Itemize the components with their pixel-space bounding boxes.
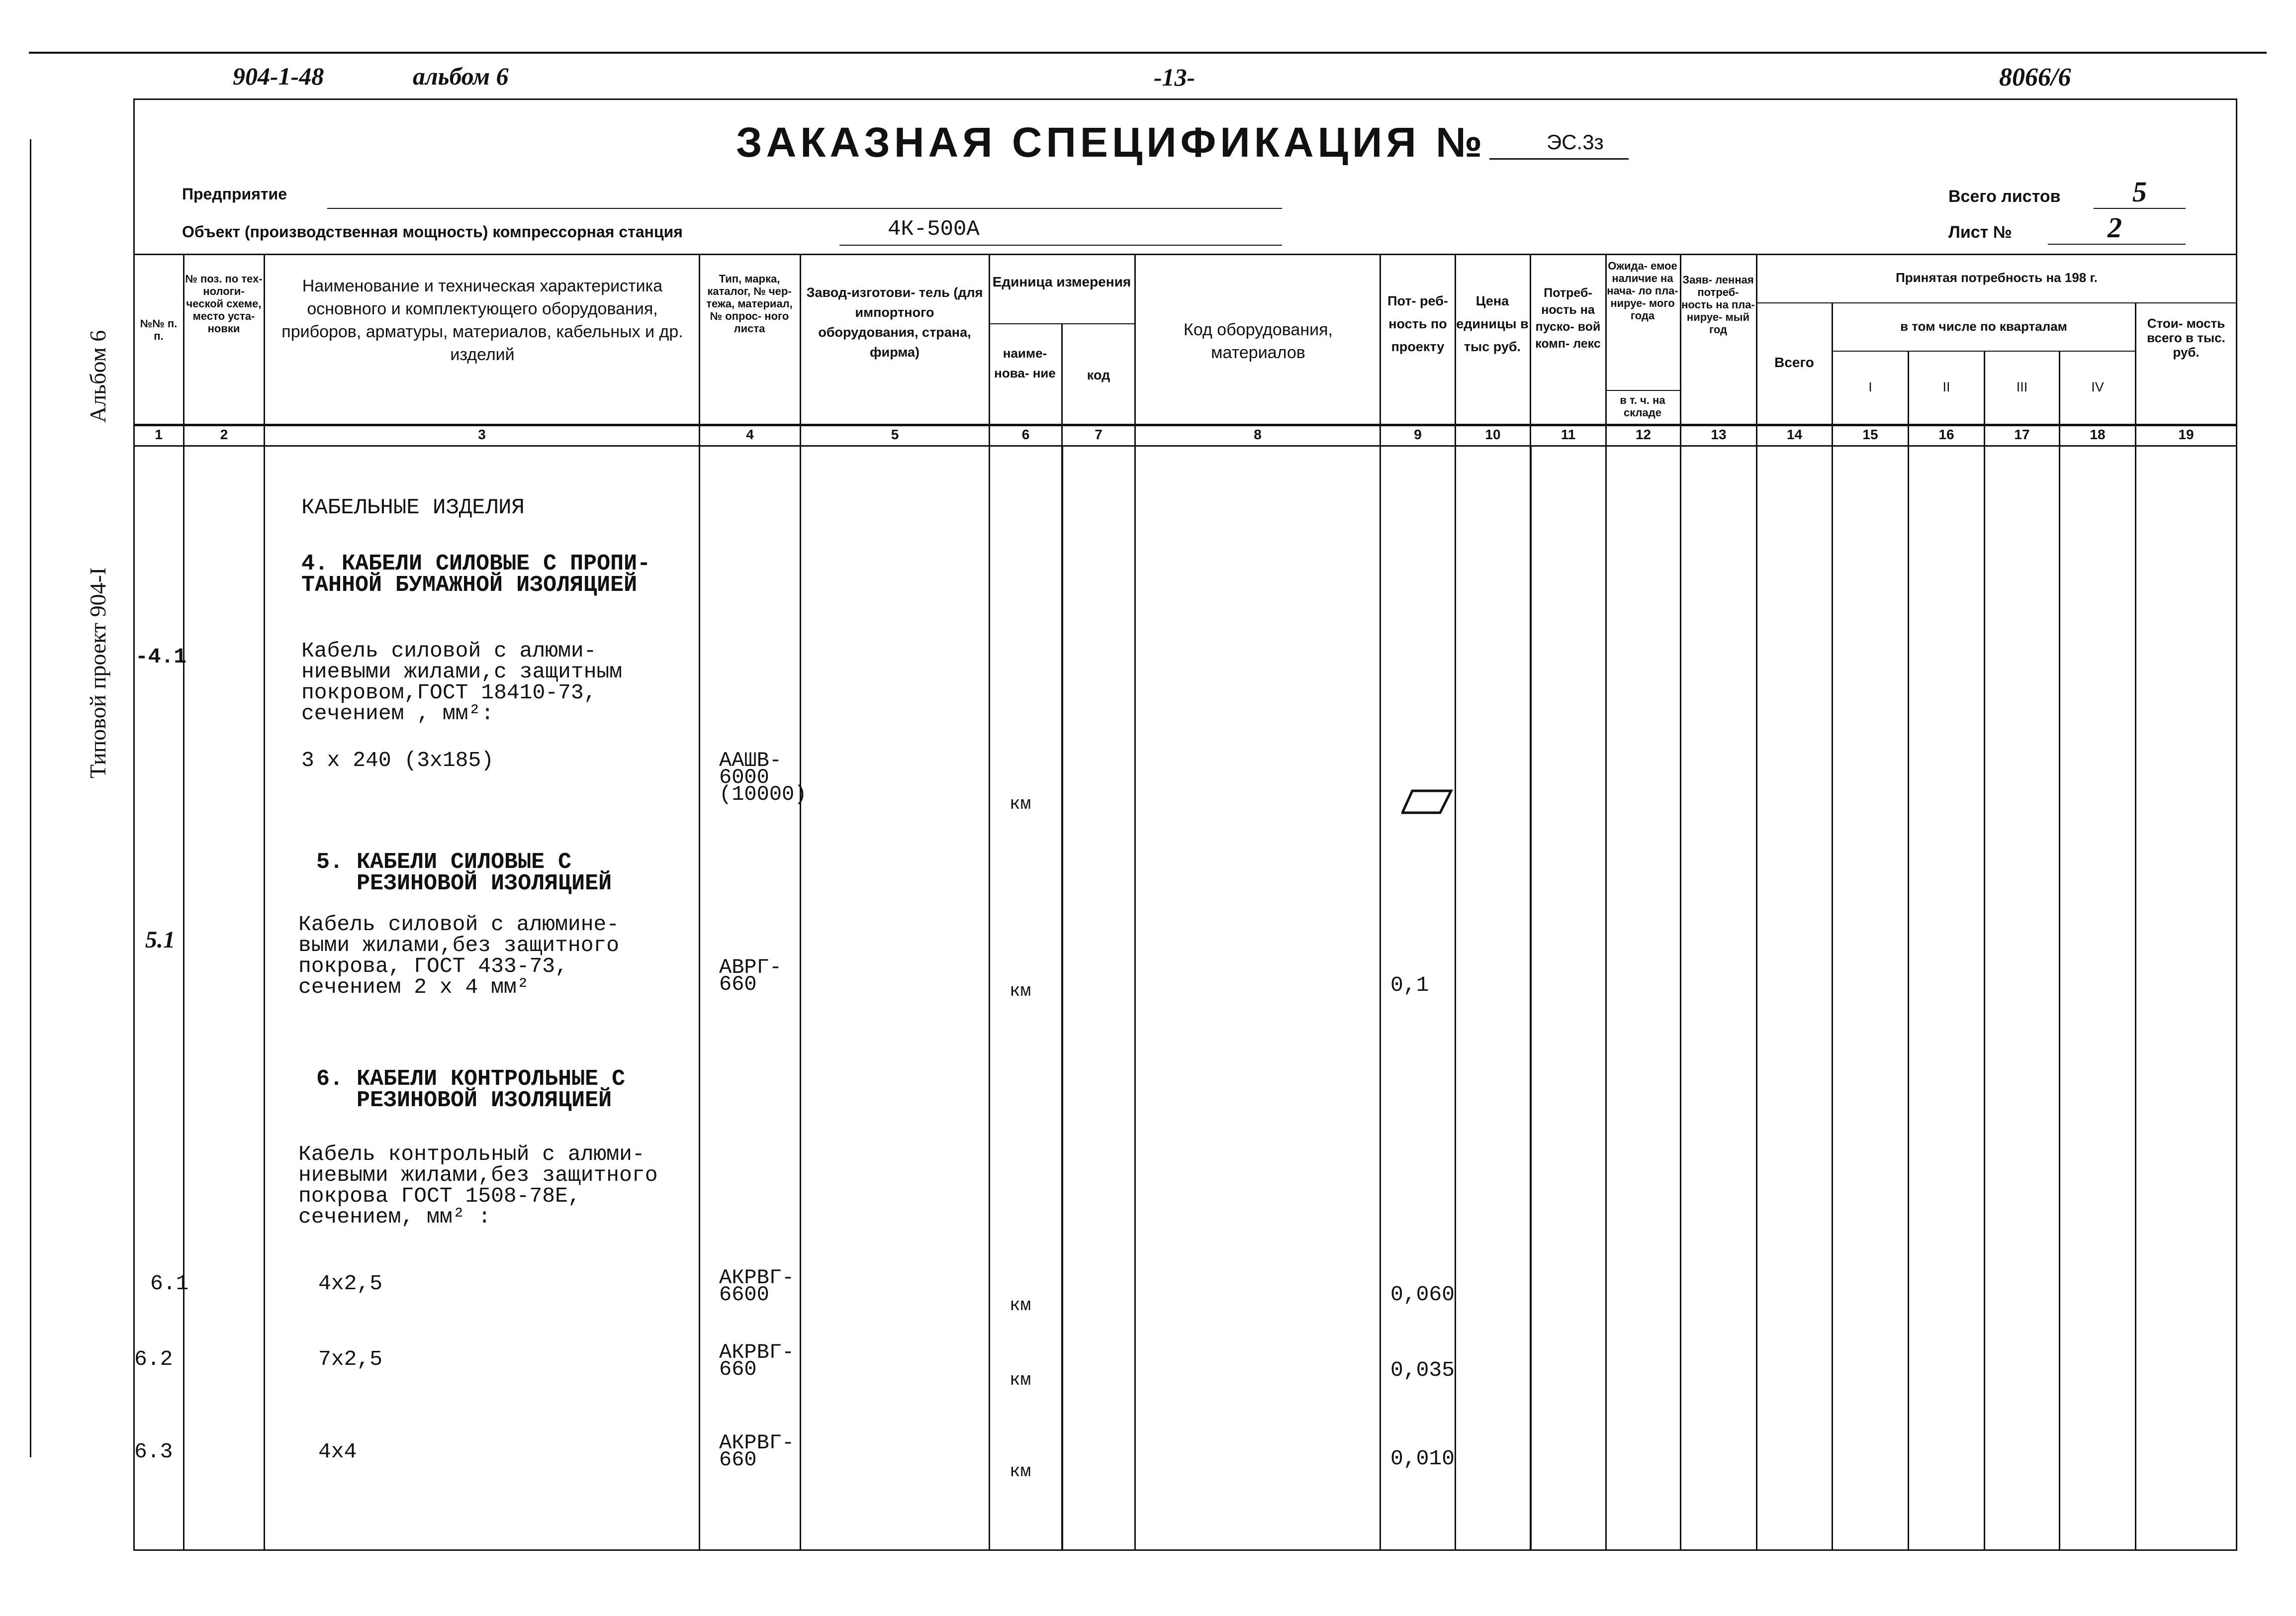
col5-header: Завод-изготови- тель (для импортного оборудования, страна, фирма) (806, 285, 983, 360)
item-size: 4x4 (318, 1439, 357, 1464)
section-5-title: 5. КАБЕЛИ СИЛОВЫЕ С РЕЗИНОВОЙ ИЗОЛЯЦИЕЙ (316, 850, 612, 896)
col11-header: Потреб- ность на пуско- вой комп- лекс (1535, 286, 1601, 351)
section-4-title: 4. КАБЕЛИ СИЛОВЫЕ С ПРОПИ- ТАННОЙ БУМАЖНОЙ ИЗОЛЯЦИЕЙ (301, 551, 651, 598)
col-sep-7 (1134, 254, 1136, 445)
row-number: 6.2 (134, 1347, 173, 1371)
item-quantity: 0,1 (1390, 973, 1429, 997)
item-unit: км (1010, 1461, 1031, 1482)
item-type: АКРВГ- 6600 (719, 1266, 795, 1307)
col4-header: Тип, марка, каталог, № чер- тежа, материал, № опрос- ного листа (706, 273, 793, 335)
body-sep-4 (800, 445, 801, 1549)
body-sep-2 (264, 445, 265, 1549)
body-sep-3 (699, 445, 700, 1549)
accepted-subheader-rule (1756, 302, 2237, 303)
body-sep-12 (1680, 445, 1681, 1549)
body-sep-5 (989, 445, 990, 1549)
side-project-label: Типовой проект 904-I (85, 567, 110, 778)
col17-header: III (2016, 380, 2028, 394)
col-number: 1 (155, 427, 163, 442)
col-number: 5 (891, 427, 899, 442)
col18-header: IV (2091, 380, 2104, 394)
col-number: 14 (1786, 427, 1803, 442)
document-number: 8066/6 (1999, 63, 2071, 92)
row-number: 6.3 (134, 1439, 173, 1464)
col6-header: наиме- нова- ние (994, 346, 1056, 380)
col12-subheader: в т. ч. на складе (1620, 394, 1665, 419)
sheet-underline (2048, 244, 2186, 245)
spec-number: ЭС.3з (1547, 130, 1604, 154)
col-number: 15 (1862, 427, 1878, 442)
object-value: 4К-500А (888, 217, 980, 242)
frame-right (2236, 98, 2237, 1551)
col-sep-2 (264, 254, 265, 445)
col10-header: Цена единицы в тыс руб. (1456, 293, 1529, 354)
body-sep-6 (1061, 445, 1063, 1549)
row-number: 5.1 (145, 927, 175, 953)
object-label: Объект (производственная мощность) компрессорная станция (182, 223, 683, 241)
item-description: Кабель силовой с алюмине- выми жилами,без защитного покрова, ГОСТ 433-73, сечением 2 x 4 мм² (298, 912, 620, 999)
item-description: Кабель контрольный с алюми- ниевыми жилами,без защитного покрова ГОСТ 1508-78Е, сечением, мм² : (298, 1142, 658, 1229)
left-binding-line (30, 139, 31, 1457)
body-sep-14 (1832, 445, 1833, 1549)
body-sep-15 (1908, 445, 1909, 1549)
item-description: Кабель силовой с алюми- ниевыми жилами,с защитным покровом,ГОСТ 18410-73, сечением , мм²: (301, 639, 623, 726)
item-size: 3 x 240 (3x185) (301, 748, 494, 772)
col16-header: II (1942, 380, 1950, 394)
total-sheets-label: Всего листов (1948, 187, 2061, 206)
item-unit: км (1010, 794, 1031, 814)
body-sep-10 (1530, 445, 1532, 1549)
quarters-subheader-rule (1832, 351, 2135, 352)
col15-header: I (1868, 380, 1872, 394)
col-number: 8 (1254, 427, 1262, 442)
object-underline (839, 245, 1282, 246)
frame-left (133, 98, 135, 1551)
table-colnum-bottom (133, 445, 2237, 447)
side-album-label: Альбом 6 (85, 330, 110, 423)
col-number: 16 (1938, 427, 1954, 442)
table-top-rule (133, 254, 2237, 255)
col-sep-3 (699, 254, 700, 445)
col12-header: Ожида- емое наличие на нача- ло пла- нируе- мого года (1607, 260, 1678, 322)
col14-header: Всего (1774, 355, 1814, 370)
item-quantity: 0,060 (1390, 1282, 1455, 1307)
total-sheets-value: 5 (2132, 176, 2147, 208)
sheet-value: 2 (2108, 211, 2122, 244)
item-unit: км (1010, 1370, 1031, 1390)
col-sep-4 (800, 254, 801, 445)
col-number: 12 (1635, 427, 1652, 442)
body-sep-18 (2135, 445, 2136, 1549)
body-sep-11 (1605, 445, 1607, 1549)
col-sep-13 (1756, 254, 1757, 445)
spec-number-underline (1489, 158, 1629, 160)
album-label: альбом 6 (413, 62, 509, 90)
item-type: АВРГ- 660 (719, 955, 782, 996)
col-number: 3 (478, 427, 486, 442)
row-number: 6.1 (150, 1271, 189, 1296)
col8-header: Код оборудования, материалов (1184, 320, 1333, 362)
item-size: 4x2,5 (318, 1271, 383, 1296)
col9-header: Пот- реб- ность по проекту (1387, 293, 1448, 354)
enterprise-label: Предприятие (182, 185, 287, 203)
col2-header: № поз. по тех- нологи- ческой схеме, место уста- новки (185, 273, 263, 335)
col-sep-10 (1530, 254, 1531, 445)
body-sep-16 (1984, 445, 1985, 1549)
top-rule (29, 52, 2267, 54)
table-header-bottom (133, 424, 2237, 426)
project-code: 904-1-48 (233, 62, 324, 90)
body-sep-1 (183, 445, 184, 1549)
row-number: -4.1 (135, 645, 187, 669)
enterprise-underline (327, 208, 1282, 209)
col-number: 10 (1485, 427, 1501, 442)
frame-top (133, 98, 2237, 100)
accepted-group-header: Принятая потребность на 198 г. (1896, 270, 2098, 285)
item-quantity: 0,010 (1390, 1446, 1455, 1471)
col-number: 9 (1414, 427, 1422, 442)
col3-header: Наименование и техническая характеристика основного и комплектующего оборудования, приборов, арматуры, материалов, кабельных и др. изделий (281, 277, 683, 364)
col-number: 7 (1095, 427, 1102, 442)
col12-subheader-rule (1605, 390, 1680, 391)
item-type: АКРВГ- 660 (719, 1340, 795, 1381)
total-sheets-underline (2094, 208, 2186, 209)
item-unit: км (1010, 1295, 1031, 1316)
body-sep-8 (1379, 445, 1381, 1549)
body-sep-17 (2059, 445, 2060, 1549)
col-number: 13 (1711, 427, 1727, 442)
item-type: ААШВ- 6000 (10000) (719, 749, 807, 806)
col-sep-1 (183, 254, 184, 445)
col13-header: Заяв- ленная потреб- ность на пла- нируе- мый год (1681, 274, 1755, 336)
col1-header: №№ п. п. (140, 317, 178, 342)
item-size: 7x2,5 (318, 1347, 383, 1371)
col-number: 2 (220, 427, 228, 442)
col6-group-header: Единица измерения (992, 274, 1131, 289)
page-number: -13- (1154, 63, 1195, 91)
col-number: 17 (2014, 427, 2030, 442)
col7-header: код (1087, 368, 1110, 382)
col19-header: Стои- мость всего в тыс. руб. (2147, 316, 2225, 360)
item-unit: км (1010, 981, 1031, 1001)
col-number: 19 (2178, 427, 2194, 442)
sheet-label: Лист № (1948, 223, 2012, 242)
body-sep-7 (1134, 445, 1136, 1549)
section-heading: КАБЕЛЬНЫЕ ИЗДЕЛИЯ (301, 495, 525, 520)
body-sep-13 (1756, 445, 1757, 1549)
item-type: АКРВГ- 660 (719, 1431, 795, 1472)
body-sep-9 (1455, 445, 1456, 1549)
page-title: ЗАКАЗНАЯ СПЕЦИФИКАЦИЯ № (736, 119, 1486, 166)
frame-bottom (133, 1549, 2237, 1551)
quantity-box-mark (1401, 787, 1456, 817)
col-number: 11 (1561, 427, 1576, 442)
item-quantity: 0,035 (1390, 1358, 1455, 1382)
col-number: 18 (2090, 427, 2106, 442)
quarters-group-header: в том числе по кварталам (1900, 319, 2067, 334)
col-number: 6 (1021, 427, 1030, 442)
col-sep-8 (1379, 254, 1381, 445)
section-6-title: 6. КАБЕЛИ КОНТРОЛЬНЫЕ С РЕЗИНОВОЙ ИЗОЛЯЦИЕЙ (316, 1066, 626, 1113)
col-number: 4 (746, 427, 754, 442)
